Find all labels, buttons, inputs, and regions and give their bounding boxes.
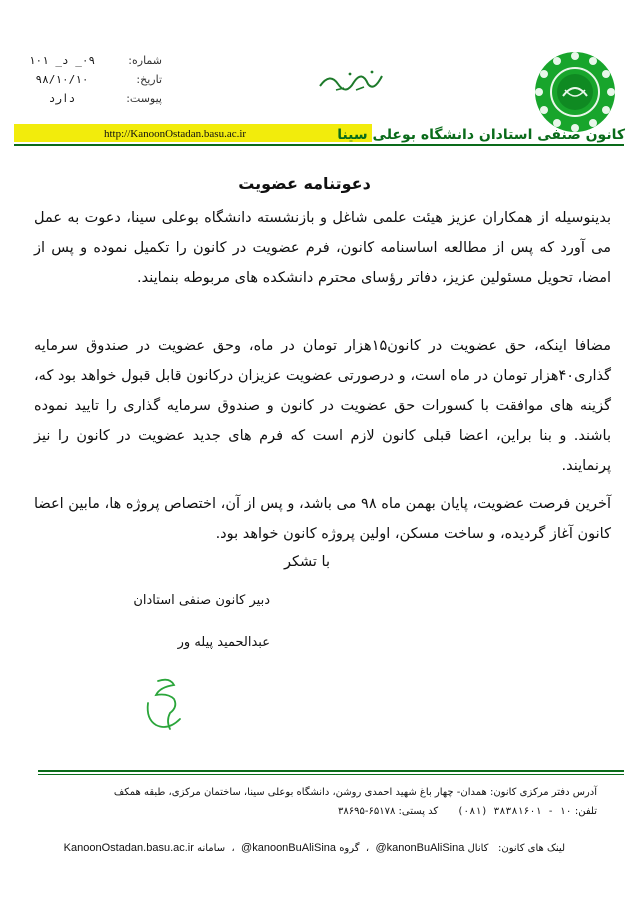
- bismillah-calligraphy-icon: [316, 66, 386, 96]
- links-label: لینک های کانون:: [497, 843, 565, 854]
- document-title-text: دعوتنامه عضویت: [238, 174, 371, 193]
- footer-links-line: لینک های کانون: کانال @kanonBuAliSina ، گروه @kanoonBuAliSina ، سامانه KanoonOstadan.basu.ac.ir: [63, 842, 565, 854]
- letter-date-row: [22, 73, 162, 91]
- channel-link[interactable]: @kanonBuAliSina: [375, 842, 465, 854]
- postal-code-value: ۶۵۱۷۸-۳۸۶۹۵: [338, 806, 396, 817]
- university-logo-icon: [533, 50, 617, 134]
- letter-attachment-label: پیوست:: [126, 92, 162, 105]
- group-label: گروه: [339, 843, 360, 854]
- letter-date-value: ۹۸/۱۰/۱۰: [35, 73, 89, 86]
- paragraph-membership-fees: [34, 331, 611, 481]
- letter-number-label: شماره:: [128, 54, 162, 67]
- footer-address: آدرس دفتر مرکزی کانون: همدان- چهار باغ شهید احمدی روشن، دانشگاه بوعلی سینا، ساختمان مرکزی، طبقه همکف: [113, 787, 597, 798]
- phone-value: ۱۰ - ۳۸۳۸۱۶۰۱ (۰۸۱): [457, 806, 572, 817]
- letter-attachment-value: دارد: [48, 92, 76, 105]
- group-link[interactable]: @kanoonBuAliSina: [241, 842, 336, 854]
- letter-attachment-row: [22, 92, 162, 110]
- paragraph-text: آخرین فرصت عضویت، پایان بهمن ماه ۹۸ می باشد، و پس از آن، اختصاص پروژه ها، مابین اعضا کانون آغاز گردیده، و ساخت مسکن، اولین پروژه کانون خواهد بود.: [34, 496, 612, 542]
- footer-divider-thin: [38, 774, 624, 775]
- site-link[interactable]: KanoonOstadan.basu.ac.ir: [63, 842, 194, 854]
- paragraph-text: مضافا اینکه، حق عضویت در کانون۱۵هزار تومان در ماه، وحق عضویت در صندوق سرمایه گذاری۴۰هزار تومان در ماه است، و درصورتی عضویت عزیزان درکانون قابل قبول خواهد بود که، گزینه های موافقت با کسورات حق عضویت در کانون و صندوق سرمایه گذاری را تایید نموده باشند. و بنا براین، اعضا قبلی کانون لازم است که فرم های جدید عضویت در کانون را نیز پرنمایند.: [34, 338, 611, 474]
- closing-thanks: با تشکر: [283, 554, 330, 570]
- postal-code-label: کد پستی:: [398, 806, 439, 817]
- phone-label: تلفن:: [574, 806, 597, 817]
- paragraph-invitation: [34, 203, 611, 293]
- signer-role: دبیر کانون صنفی استادان: [133, 593, 270, 608]
- paragraph-text: بدینوسیله از همکاران عزیز هیئت علمی شاغل و بازنشسته دانشگاه بوعلی سینا، دعوت به عمل می آورد که پس از مطالعه اساسنامه کانون، فرم عضویت در کانون را تکمیل نموده و پس از امضا، تحویل مسئولین عزیز، دفاتر رؤسای محترم دانشکده های مربوطه بنمایند.: [34, 210, 611, 286]
- letter-number-value: ۰۹_ د_ ۱۰۱: [28, 54, 96, 67]
- signer-name: عبدالحمید پیله ور: [177, 635, 270, 650]
- header-divider: [14, 144, 624, 146]
- letter-date-label: تاریخ:: [136, 73, 162, 86]
- paragraph-deadline: [34, 489, 611, 549]
- channel-label: کانال: [467, 843, 489, 854]
- footer-divider: [38, 770, 624, 772]
- footer-contact-line: [338, 806, 597, 817]
- signature-icon: [140, 673, 196, 735]
- organization-name: کانون صنفی استادان دانشگاه بوعلی سینا: [337, 127, 625, 143]
- letter-number-row: [22, 54, 162, 72]
- website-link[interactable]: http://KanoonOstadan.basu.ac.ir: [104, 128, 247, 140]
- document-title: [0, 174, 637, 193]
- site-label: سامانه: [197, 843, 226, 854]
